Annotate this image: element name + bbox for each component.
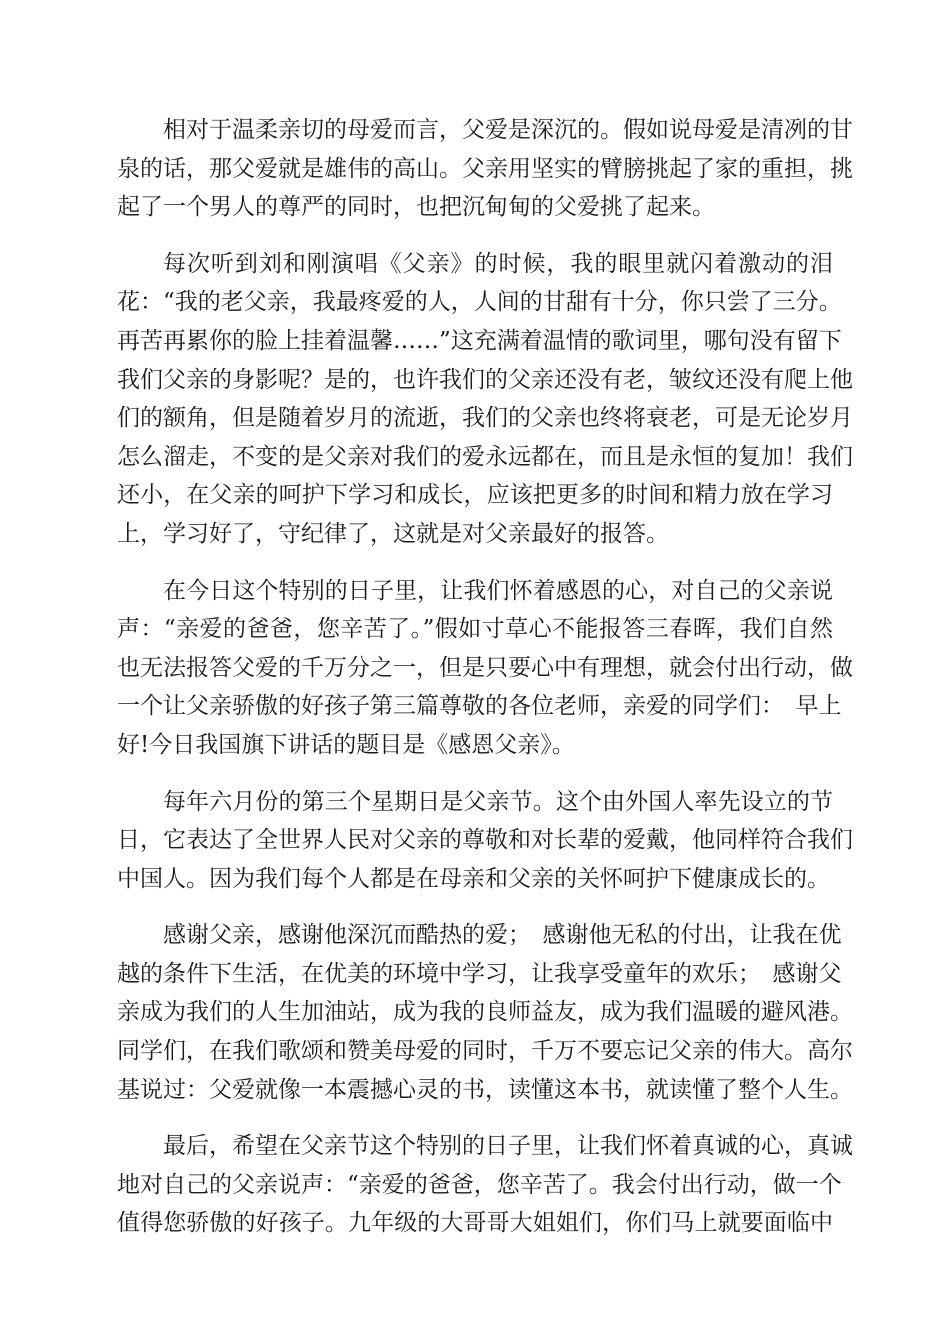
text-line: 再苦再累你的脸上挂着温馨……”这充满着温情的歌词里，哪句没有留下 xyxy=(117,327,842,354)
text-line: 我们父亲的身影呢？是的，也许我们的父亲还没有老，皱纹还没有爬上他 xyxy=(117,366,853,393)
text-line: 起了一个男人的尊严的同时，也把沉甸甸的父爱挑了起来。 xyxy=(117,194,715,221)
text-line: 在今日这个特别的日子里，让我们怀着感恩的心，对自己的父亲说 xyxy=(163,577,833,604)
paragraph-fathers-day xyxy=(117,783,853,899)
text-line: 感谢父亲，感谢他深沉而酷热的爱； 感谢他无私的付出，让我在优 xyxy=(163,922,842,949)
text-line: 日，它表达了全世界人民对父亲的尊敬和对长辈的爱戴，他同样符合我们 xyxy=(117,827,853,854)
text-line: 每次听到刘和刚演唱《父亲》的时候，我的眼里就闪着激动的泪 xyxy=(163,250,833,277)
text-line: 同学们，在我们歌颂和赞美母爱的同时，千万不要忘记父亲的伟大。高尔 xyxy=(117,1038,853,1065)
paragraph-closing xyxy=(117,1127,853,1243)
text-line: 值得您骄傲的好孩子。九年级的大哥哥大姐姐们，你们马上就要面临中 xyxy=(117,1210,833,1237)
paragraph-gratitude xyxy=(117,916,853,1109)
text-line: 中国人。因为我们每个人都是在母亲和父亲的关怀呵护下健康成长的。 xyxy=(117,865,830,892)
text-line: 越的条件下生活，在优美的环境中学习，让我享受童年的欢乐； 感谢父 xyxy=(117,960,842,987)
text-line: 最后，希望在父亲节这个特别的日子里，让我们怀着真诚的心，真诚 xyxy=(163,1133,853,1160)
paragraph-fatherly-love-intro xyxy=(117,111,853,227)
text-line: 泉的话，那父爱就是雄伟的高山。父亲用坚实的臂膀挑起了家的重担，挑 xyxy=(117,155,853,182)
text-line: 们的额角，但是随着岁月的流逝，我们的父亲也终将衰老，可是无论岁月 xyxy=(117,405,853,432)
paragraph-thanks-father xyxy=(117,572,853,765)
text-line: 还小，在父亲的呵护下学习和成长，应该把更多的时间和精力放在学习 xyxy=(117,482,833,509)
text-line: 花：“我的老父亲，我最疼爱的人，人间的甘甜有十分，你只尝了三分。 xyxy=(117,289,842,316)
text-line: 怎么溜走，不变的是父亲对我们的爱永远都在，而且是永恒的复加！我们 xyxy=(117,443,853,470)
text-line: 基说过：父爱就像一本震撼心灵的书，读懂这本书，就读懂了整个人生。 xyxy=(117,1076,853,1103)
text-line: 一个让父亲骄傲的好孩子第三篇尊敬的各位老师，亲爱的同学们： 早上 xyxy=(117,693,842,720)
text-line: 相对于温柔亲切的母爱而言，父爱是深沉的。假如说母爱是清冽的甘 xyxy=(163,117,853,143)
text-line: 也无法报答父爱的千万分之一，但是只要心中有理想，就会付出行动，做 xyxy=(117,654,853,681)
paragraph-song-lyrics xyxy=(117,245,853,554)
text-line: 每年六月份的第三个星期日是父亲节。这个由外国人率先设立的节 xyxy=(163,788,833,815)
text-line: 上，学习好了，守纪律了，这就是对父亲最好的报答。 xyxy=(117,520,669,547)
text-line: 好!今日我国旗下讲话的题目是《感恩父亲》。 xyxy=(117,731,575,758)
text-line: 亲成为我们的人生加油站，成为我的良师益友，成为我们温暖的避风港。 xyxy=(117,999,853,1026)
document-body xyxy=(117,111,853,1243)
text-line: 地对自己的父亲说声：“亲爱的爸爸，您辛苦了。我会付出行动，做一个 xyxy=(117,1171,842,1198)
text-line: 声：“亲爱的爸爸，您辛苦了。”假如寸草心不能报答三春晖，我们自然 xyxy=(117,616,833,643)
